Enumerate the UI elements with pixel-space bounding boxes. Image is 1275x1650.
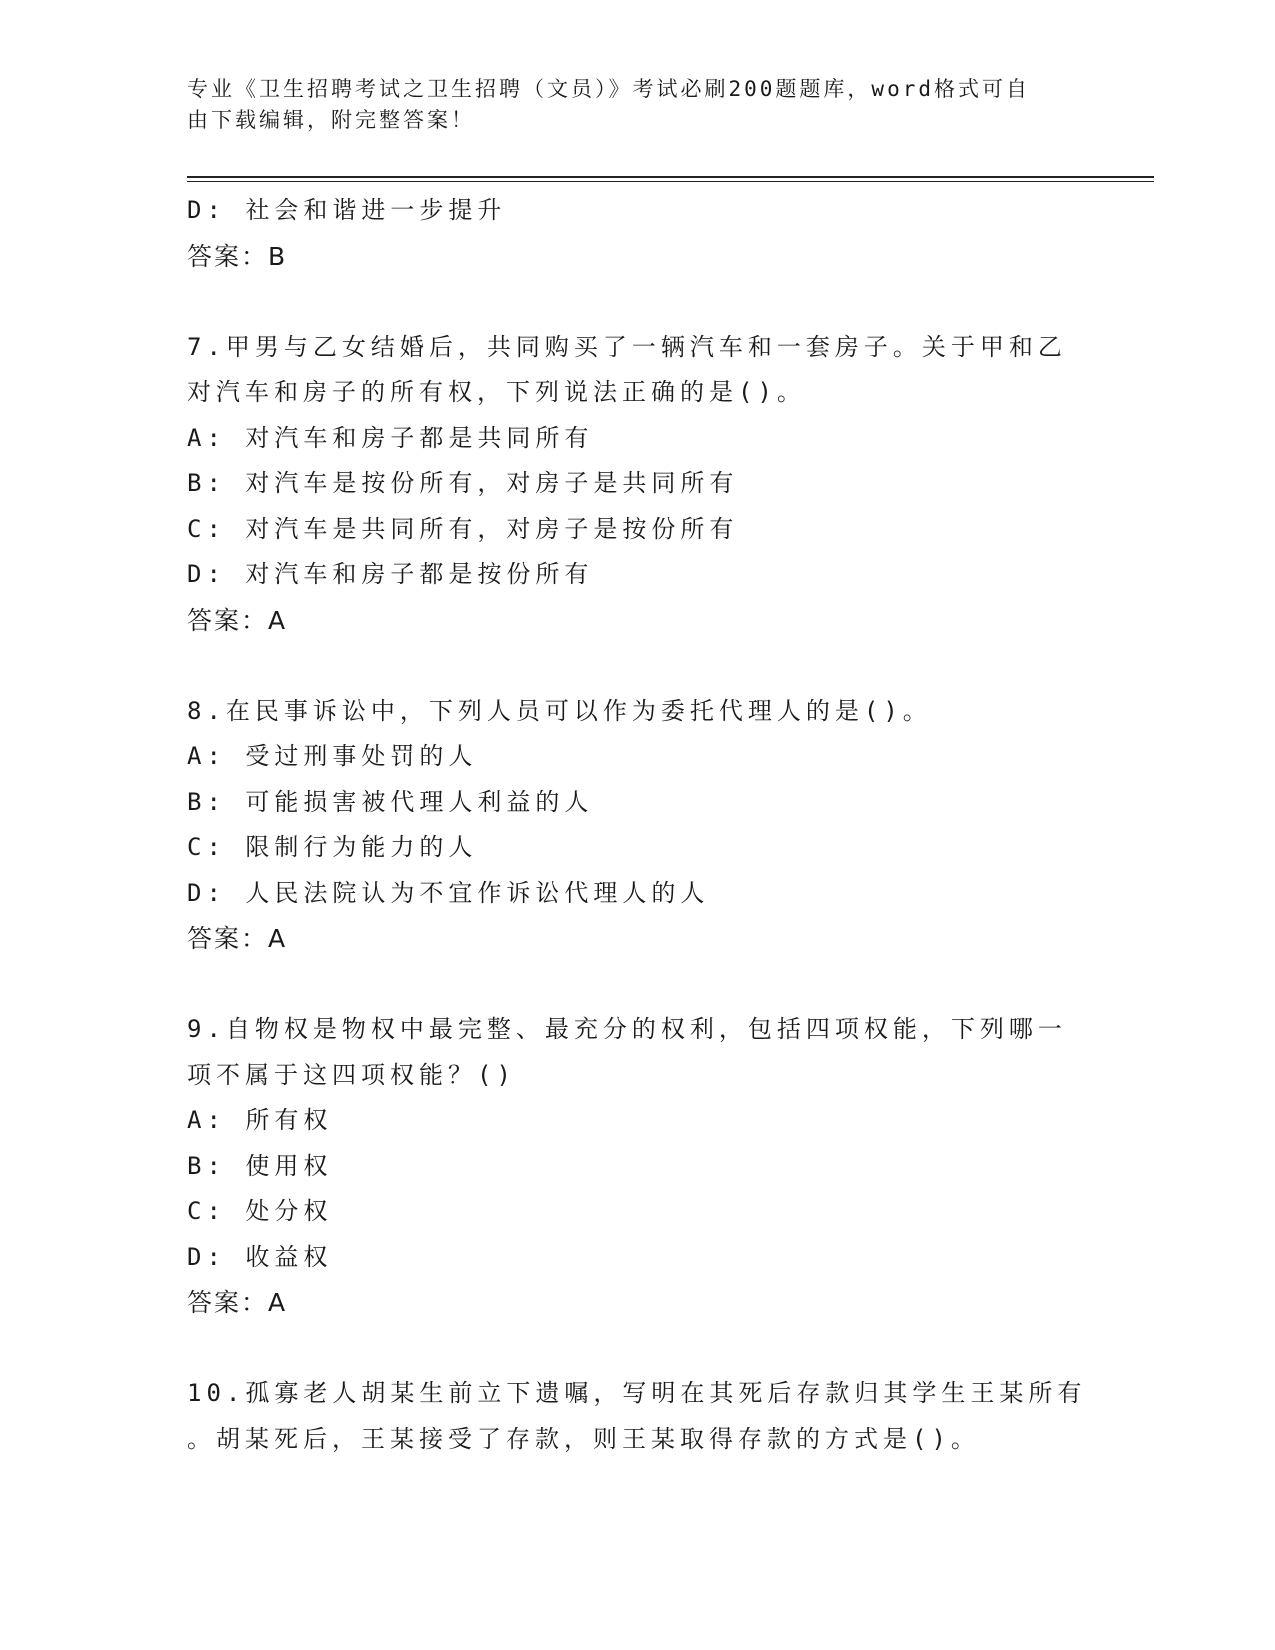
header-divider-thin [187, 181, 1154, 182]
option-d: D: 收益权 [187, 1242, 333, 1271]
question-stem: 9.自物权是物权中最完整、最充分的权利，包括四项权能，下列哪一 [187, 1015, 1067, 1043]
option-d: D: 社会和谐进一步提升 [187, 196, 507, 224]
answer-line: 答案：A [187, 605, 288, 635]
document-header [187, 74, 1087, 136]
option-a: A: 所有权 [187, 1106, 333, 1134]
option-d: D: 人民法院认为不宜作诉讼代理人的人 [187, 878, 710, 907]
header-divider-thick [187, 176, 1154, 178]
question-6-tail [187, 188, 1087, 280]
option-c: C: 处分权 [187, 1197, 333, 1225]
option-b: B: 对汽车是按份所有，对房子是共同所有 [187, 469, 739, 497]
question-stem: 8.在民事诉讼中，下列人员可以作为委托代理人的是()。 [187, 696, 932, 725]
header-line-2: 由下载编辑，附完整答案！ [187, 108, 475, 132]
option-a: A: 受过刑事处罚的人 [187, 742, 478, 770]
question-stem: 。胡某死后，王某接受了存款，则王某取得存款的方式是()。 [187, 1424, 980, 1453]
option-b: B: 可能损害被代理人利益的人 [187, 787, 594, 816]
answer-line: 答案：B [187, 241, 288, 271]
question-7 [187, 325, 1087, 644]
answer-line: 答案：A [187, 924, 288, 953]
header-line-1: 专业《卫生招聘考试之卫生招聘（文员）》考试必刷200题题库，word格式可自 [187, 77, 1030, 101]
option-c: C: 限制行为能力的人 [187, 833, 478, 861]
question-9 [187, 1007, 1087, 1326]
question-stem: 对汽车和房子的所有权，下列说法正确的是()。 [187, 378, 806, 406]
answer-line: 答案：A [187, 1288, 288, 1317]
question-8 [187, 689, 1087, 963]
option-b: B: 使用权 [187, 1151, 333, 1180]
question-stem: 项不属于这四项权能？() [187, 1060, 516, 1089]
option-d: D: 对汽车和房子都是按份所有 [187, 560, 594, 588]
option-a: A: 对汽车和房子都是共同所有 [187, 423, 594, 452]
document-body [187, 188, 1087, 1462]
option-c: C: 对汽车是共同所有，对房子是按份所有 [187, 514, 739, 543]
question-stem: 7.甲男与乙女结婚后，共同购买了一辆汽车和一套房子。关于甲和乙 [187, 332, 1067, 361]
question-10 [187, 1371, 1087, 1462]
question-stem: 10.孤寡老人胡某生前立下遗嘱，写明在其死后存款归其学生王某所有 [187, 1379, 1087, 1407]
